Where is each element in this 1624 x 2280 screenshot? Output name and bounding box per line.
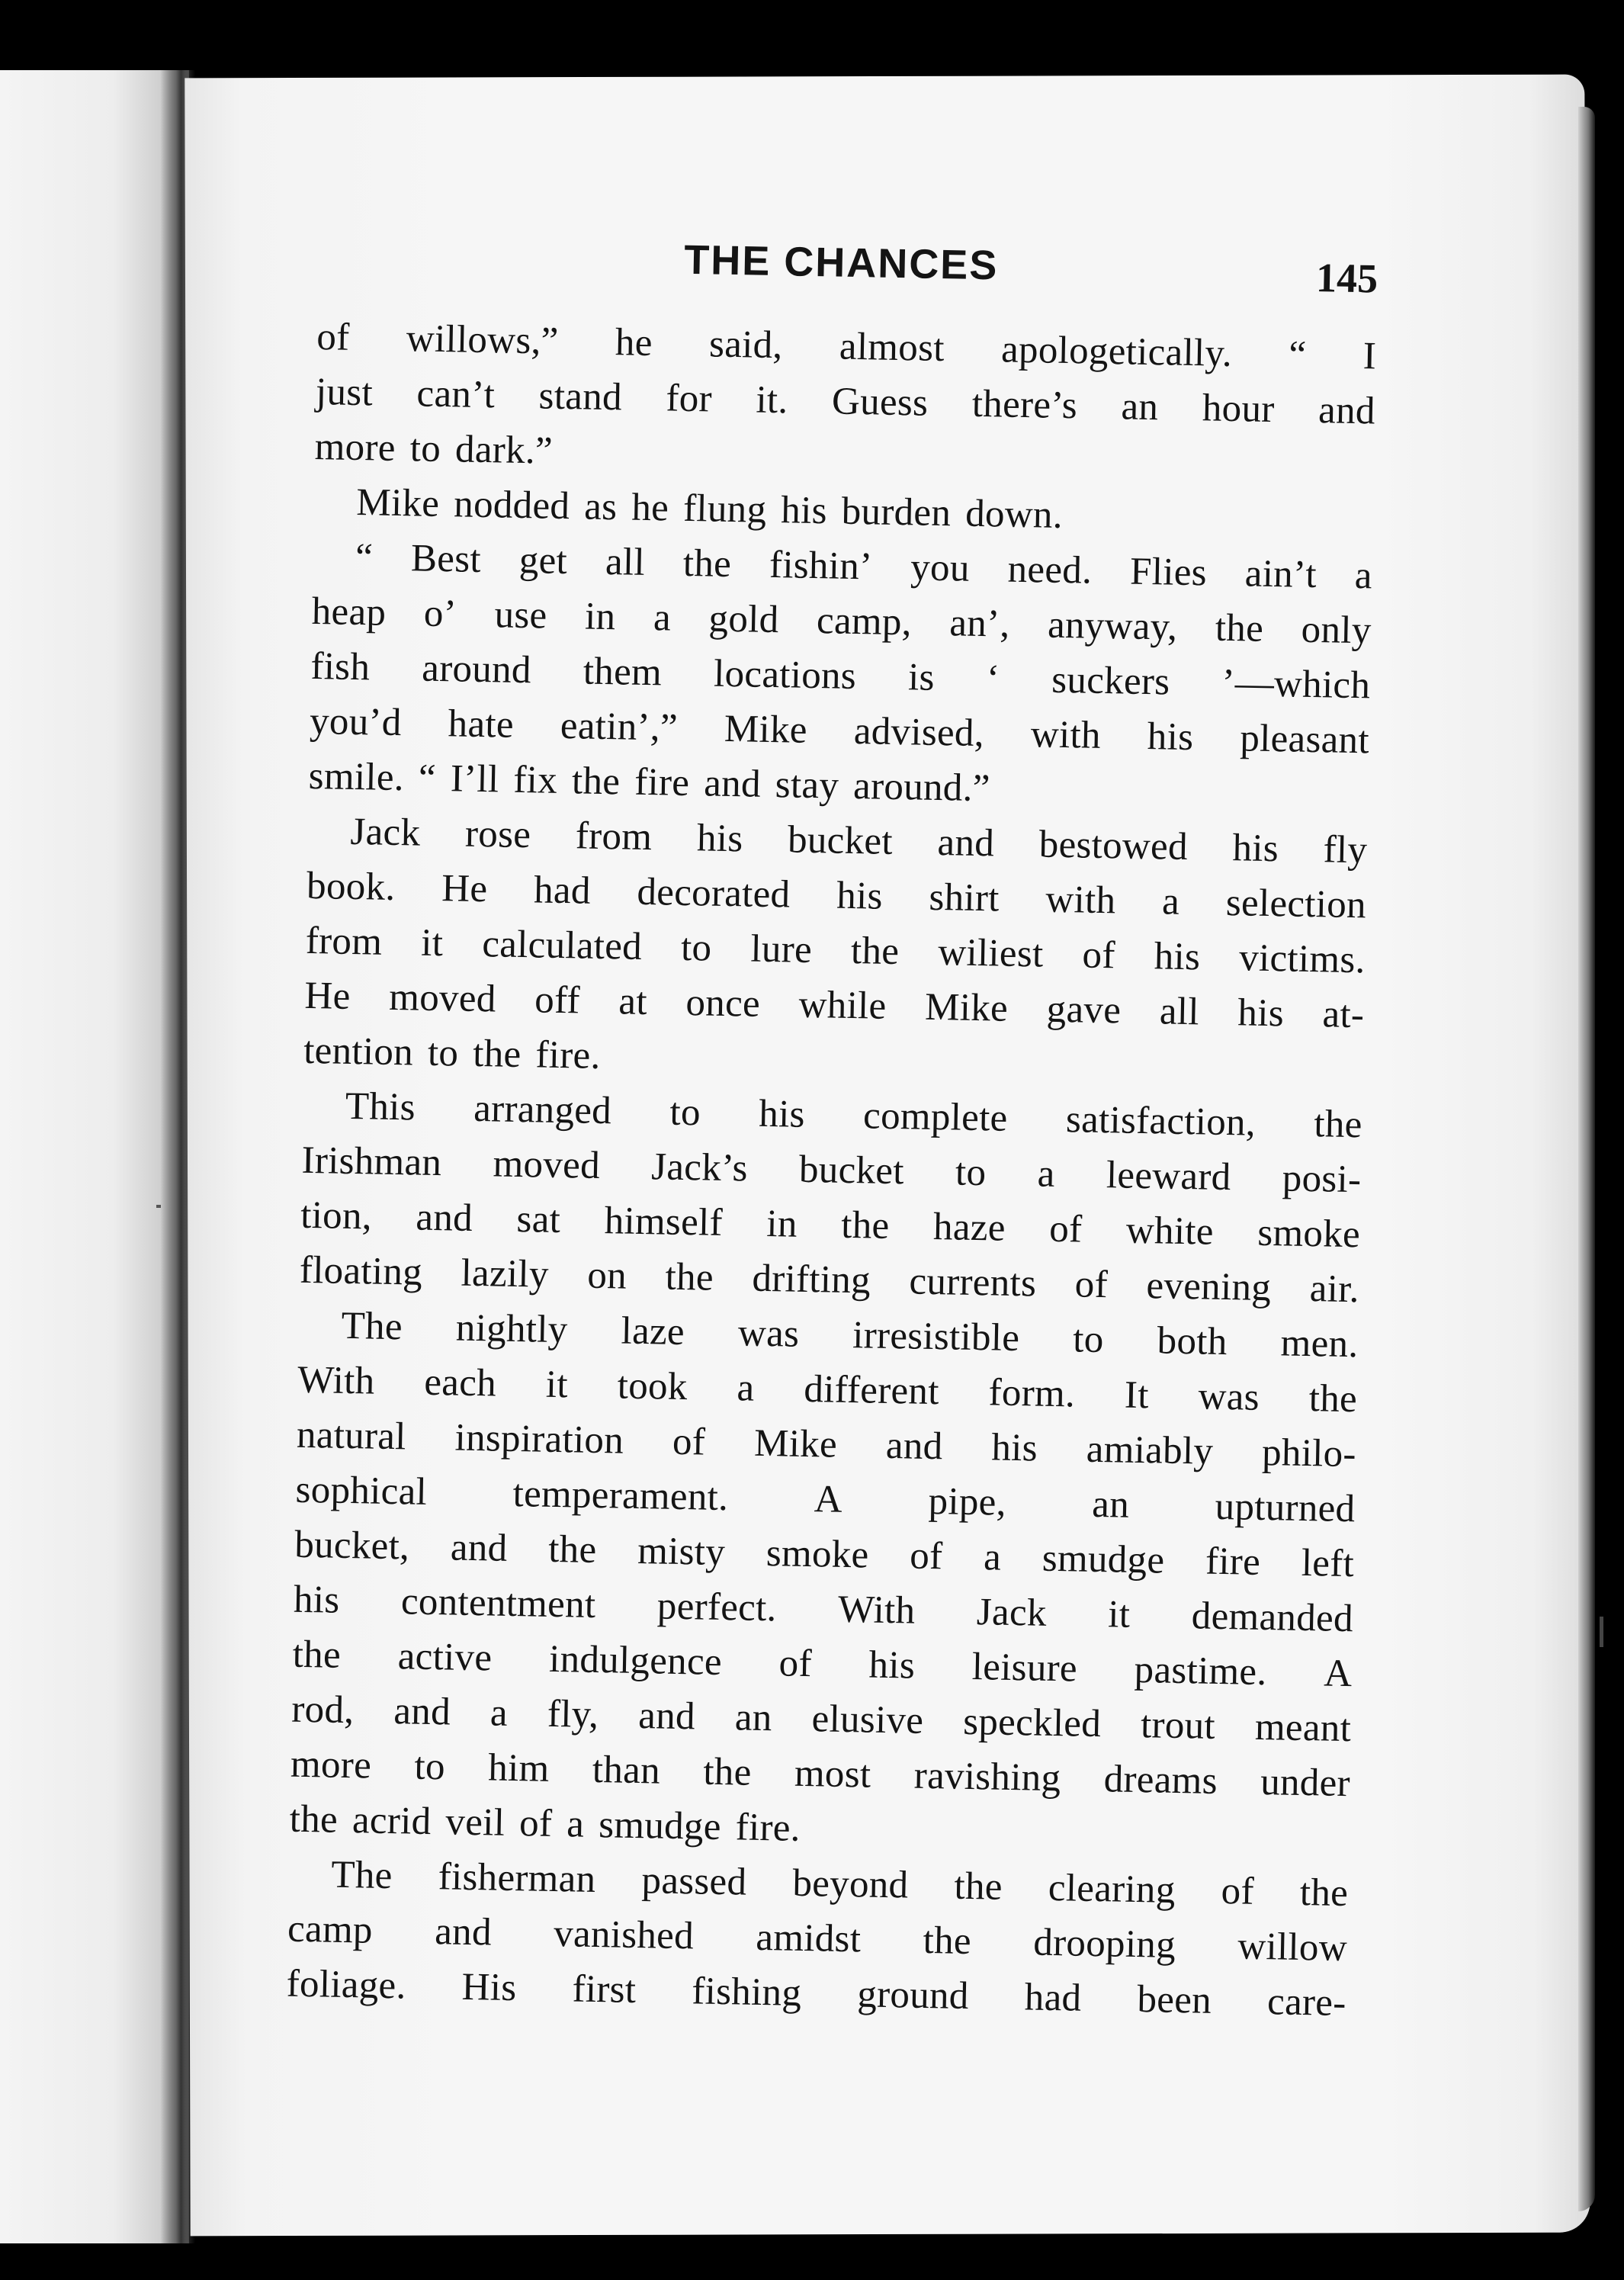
word: a	[1037, 1152, 1056, 1196]
word: Mike	[724, 707, 808, 752]
word: willows,”	[406, 317, 560, 363]
word: With	[297, 1358, 375, 1403]
word: clearing	[1048, 1866, 1176, 1912]
word: elusive	[811, 1697, 924, 1742]
word: off	[534, 978, 581, 1023]
word: pipe,	[928, 1479, 1007, 1524]
word: Mike	[753, 1421, 838, 1466]
word: ain’t	[1244, 552, 1317, 597]
word: the	[850, 929, 900, 974]
word: around	[421, 647, 532, 692]
word: foliage.	[286, 1962, 407, 2008]
word: and	[434, 1910, 493, 1954]
word: from	[575, 814, 653, 859]
word: o’	[423, 592, 457, 636]
word: to	[955, 1151, 987, 1195]
word: there’s	[971, 382, 1078, 428]
word: inspiration	[454, 1416, 624, 1463]
word: the	[292, 1633, 342, 1677]
word: a	[653, 596, 672, 640]
word: He	[304, 974, 351, 1018]
word: and	[393, 1690, 451, 1734]
word: pastime.	[1134, 1648, 1267, 1694]
word: himself	[604, 1199, 724, 1244]
word: an’,	[948, 602, 1010, 646]
word: beyond	[791, 1861, 909, 1907]
word: you’d	[309, 699, 403, 745]
word: them	[583, 650, 663, 695]
word: and	[1317, 389, 1376, 433]
word: more	[290, 1742, 372, 1787]
word: rod,	[290, 1688, 355, 1732]
word: the	[1308, 1377, 1358, 1421]
word: fire	[1205, 1540, 1261, 1584]
word: natural	[296, 1413, 407, 1459]
word: passed	[641, 1859, 747, 1904]
word: under	[1260, 1760, 1351, 1806]
word: all	[605, 540, 646, 584]
word: ground	[856, 1973, 970, 2018]
word: ravishing	[913, 1754, 1061, 1800]
word: an	[734, 1696, 773, 1740]
word: than	[592, 1748, 661, 1793]
word: vanished	[553, 1912, 695, 1958]
word: the	[1313, 1103, 1363, 1147]
word: the	[840, 1203, 890, 1248]
word: different	[803, 1367, 940, 1414]
word: his	[1154, 935, 1201, 979]
word: the	[682, 541, 732, 586]
word: an	[1121, 385, 1159, 429]
word: of	[909, 1534, 943, 1578]
word: an	[1091, 1482, 1130, 1527]
word: locations	[713, 652, 857, 698]
word: ‘	[986, 657, 1000, 701]
word: the	[665, 1255, 714, 1299]
word: and	[885, 1424, 943, 1469]
word: to	[669, 1090, 701, 1135]
word: of	[1082, 933, 1116, 978]
word: for	[665, 377, 713, 421]
word: all	[1159, 990, 1200, 1034]
word: his	[868, 1643, 916, 1688]
word: leisure	[971, 1646, 1078, 1691]
body-text	[286, 310, 1377, 2031]
word: A	[1323, 1652, 1353, 1696]
word: floating	[299, 1248, 423, 1294]
word: had	[1024, 1976, 1082, 2020]
word: first	[572, 1967, 637, 2012]
text-line: Mike nodded as he flung his burden down.	[355, 480, 1064, 537]
word: decorated	[637, 870, 791, 917]
word: is	[907, 656, 936, 699]
word: of	[1221, 1870, 1255, 1913]
word: of	[316, 315, 350, 359]
word: while	[798, 983, 887, 1028]
word: drooping	[1032, 1921, 1176, 1967]
word: trout	[1140, 1704, 1216, 1748]
word: smudge	[1041, 1537, 1165, 1582]
word: haze	[932, 1205, 1006, 1250]
word: almost	[839, 325, 945, 371]
word: lure	[749, 927, 813, 972]
word: most	[794, 1752, 871, 1797]
word: his	[293, 1578, 340, 1622]
word: at	[618, 980, 648, 1024]
word: philo-	[1261, 1431, 1357, 1476]
word: suckers	[1051, 658, 1170, 704]
word: said,	[708, 323, 784, 368]
word: bestowed	[1038, 823, 1189, 869]
word: heap	[311, 589, 387, 634]
word: his	[836, 874, 884, 918]
word: camp	[287, 1907, 374, 1952]
word: smoke	[1257, 1211, 1361, 1257]
word: shirt	[928, 875, 1000, 920]
word: lazily	[461, 1251, 550, 1296]
word: bucket,	[294, 1523, 410, 1569]
word: his	[696, 817, 743, 861]
word: and	[415, 1196, 473, 1240]
word: only	[1301, 608, 1372, 653]
word: sophical	[295, 1468, 428, 1514]
word: took	[617, 1364, 688, 1409]
scan-speck	[156, 1205, 161, 1208]
word: just	[315, 370, 374, 415]
word: and	[450, 1526, 508, 1570]
word: with	[1045, 878, 1116, 923]
word: gold	[708, 597, 779, 642]
word: upturned	[1215, 1485, 1356, 1531]
text-line: tention to the fire.	[303, 1029, 602, 1077]
word: willow	[1237, 1925, 1348, 1970]
word: with	[1030, 713, 1102, 757]
word: hour	[1202, 387, 1276, 432]
word: victims.	[1238, 936, 1366, 982]
word: book.	[306, 864, 396, 909]
word: His	[461, 1965, 517, 2010]
word: fly	[1323, 828, 1368, 872]
word: laze	[621, 1309, 685, 1354]
word: rose	[464, 812, 531, 857]
word: on	[586, 1254, 627, 1298]
word: had	[533, 869, 592, 913]
word: a	[1354, 554, 1373, 598]
word: I	[1362, 335, 1377, 378]
word: bucket	[798, 1148, 905, 1193]
word: “	[355, 535, 374, 580]
word: “	[1288, 333, 1307, 377]
word: bucket	[787, 818, 894, 863]
word: stand	[538, 374, 623, 419]
word: evening	[1146, 1264, 1272, 1310]
text-line: the acrid veil of a smudge fire.	[289, 1797, 801, 1850]
page-right-edge	[1578, 107, 1595, 2211]
word: care-	[1266, 1980, 1347, 2025]
word: the	[954, 1864, 1003, 1909]
word: nightly	[455, 1306, 569, 1352]
word: Jack’s	[650, 1145, 749, 1190]
word: active	[397, 1635, 493, 1680]
word: sat	[516, 1197, 561, 1242]
word: to	[680, 926, 712, 970]
word: anyway,	[1047, 603, 1178, 649]
word: moved	[388, 975, 497, 1021]
word: the	[1215, 606, 1264, 650]
word: leeward	[1106, 1154, 1231, 1199]
word: form.	[988, 1371, 1076, 1416]
word: of	[778, 1642, 813, 1686]
word: to	[414, 1745, 446, 1789]
word: speckled	[962, 1700, 1102, 1746]
word: men.	[1280, 1321, 1359, 1366]
word: temperament.	[512, 1472, 729, 1520]
word: meant	[1254, 1705, 1352, 1751]
word: been	[1137, 1978, 1212, 2022]
word: at-	[1322, 993, 1365, 1037]
word: and	[937, 821, 995, 865]
word: Flies	[1129, 550, 1208, 595]
word: left	[1301, 1541, 1355, 1586]
word: a	[1161, 880, 1180, 923]
word: once	[685, 981, 761, 1026]
word: a	[737, 1366, 756, 1410]
word: the	[702, 1750, 753, 1794]
scan-speck	[1600, 1617, 1603, 1647]
word: use	[494, 593, 548, 637]
word: advised,	[853, 709, 985, 756]
word: the	[1299, 1871, 1349, 1916]
word: Jack	[976, 1591, 1048, 1635]
word: he	[615, 321, 653, 365]
page-title: THE CHANCES	[683, 236, 999, 289]
word: his	[1237, 991, 1285, 1036]
word: It	[1124, 1373, 1150, 1418]
word: irresistible	[852, 1314, 1020, 1360]
word: currents	[909, 1260, 1037, 1305]
word: it.	[755, 378, 788, 422]
word: The	[341, 1304, 403, 1349]
word: of	[1048, 1207, 1083, 1251]
word: A	[814, 1478, 843, 1521]
word: moved	[493, 1142, 601, 1187]
word: it	[545, 1363, 569, 1407]
page-text-block	[284, 229, 1378, 2108]
word: The	[330, 1853, 393, 1898]
word: complete	[862, 1094, 1009, 1140]
word: smoke	[765, 1532, 870, 1577]
word: satisfaction,	[1065, 1098, 1257, 1145]
word: his	[990, 1426, 1038, 1470]
word: Irishman	[301, 1138, 442, 1185]
word: each	[423, 1360, 497, 1405]
word: perfect.	[656, 1585, 778, 1630]
word: his	[1232, 827, 1279, 871]
word: eatin’,”	[560, 704, 679, 750]
word: of	[1074, 1263, 1109, 1307]
word: With	[837, 1588, 916, 1633]
word: This	[345, 1084, 416, 1129]
word: of	[672, 1420, 706, 1464]
word: posi-	[1282, 1157, 1362, 1202]
word: fishing	[691, 1970, 802, 2015]
word: dreams	[1103, 1758, 1218, 1803]
word: him	[487, 1746, 550, 1790]
word: fishin’	[769, 543, 873, 589]
word: He	[441, 867, 488, 911]
word: can’t	[416, 372, 496, 417]
word: contentment	[400, 1580, 596, 1627]
word: indulgence	[548, 1637, 723, 1684]
word: fly,	[547, 1692, 599, 1737]
word: drifting	[751, 1257, 871, 1302]
word: it	[1107, 1593, 1131, 1636]
word: gave	[1046, 987, 1122, 1032]
word: a	[489, 1691, 509, 1735]
word: from	[305, 919, 383, 964]
word: Mike	[924, 985, 1009, 1030]
word: air.	[1309, 1267, 1360, 1312]
text-line: smile. “ I’ll fix the fire and stay around.”	[308, 754, 991, 811]
word: in	[765, 1202, 798, 1246]
word: in	[584, 595, 616, 639]
word: and	[637, 1694, 696, 1739]
word: the	[547, 1527, 597, 1572]
word: both	[1157, 1319, 1228, 1364]
word: it	[420, 921, 444, 965]
page-number: 145	[1315, 254, 1378, 302]
word: was	[737, 1312, 800, 1356]
word: calculated	[481, 923, 643, 968]
word: to	[1072, 1318, 1105, 1362]
word: you	[910, 546, 971, 590]
word: pleasant	[1239, 717, 1370, 763]
word: fisherman	[438, 1855, 596, 1902]
word: get	[518, 538, 568, 583]
word: his	[1147, 715, 1194, 759]
word: misty	[637, 1529, 726, 1575]
word: selection	[1225, 881, 1367, 927]
word: fish	[310, 644, 371, 689]
word: a	[983, 1536, 1002, 1579]
word: demanded	[1191, 1594, 1354, 1641]
word: wiliest	[937, 931, 1044, 976]
word: the	[923, 1919, 972, 1964]
word: ’—which	[1221, 661, 1371, 708]
word: apologetically.	[1000, 328, 1233, 375]
word: white	[1125, 1209, 1215, 1254]
word: Jack	[350, 810, 421, 855]
word: need.	[1007, 548, 1093, 592]
word: arranged	[473, 1087, 612, 1133]
text-line: more to dark.”	[314, 425, 554, 473]
word: his	[758, 1092, 806, 1136]
word: hate	[448, 702, 515, 747]
word: camp,	[816, 599, 913, 644]
word: Guess	[831, 380, 929, 425]
word: amiably	[1086, 1427, 1214, 1473]
word: tion,	[300, 1193, 373, 1238]
word: amidst	[755, 1916, 862, 1961]
word: was	[1198, 1375, 1260, 1419]
word: Best	[410, 537, 482, 581]
